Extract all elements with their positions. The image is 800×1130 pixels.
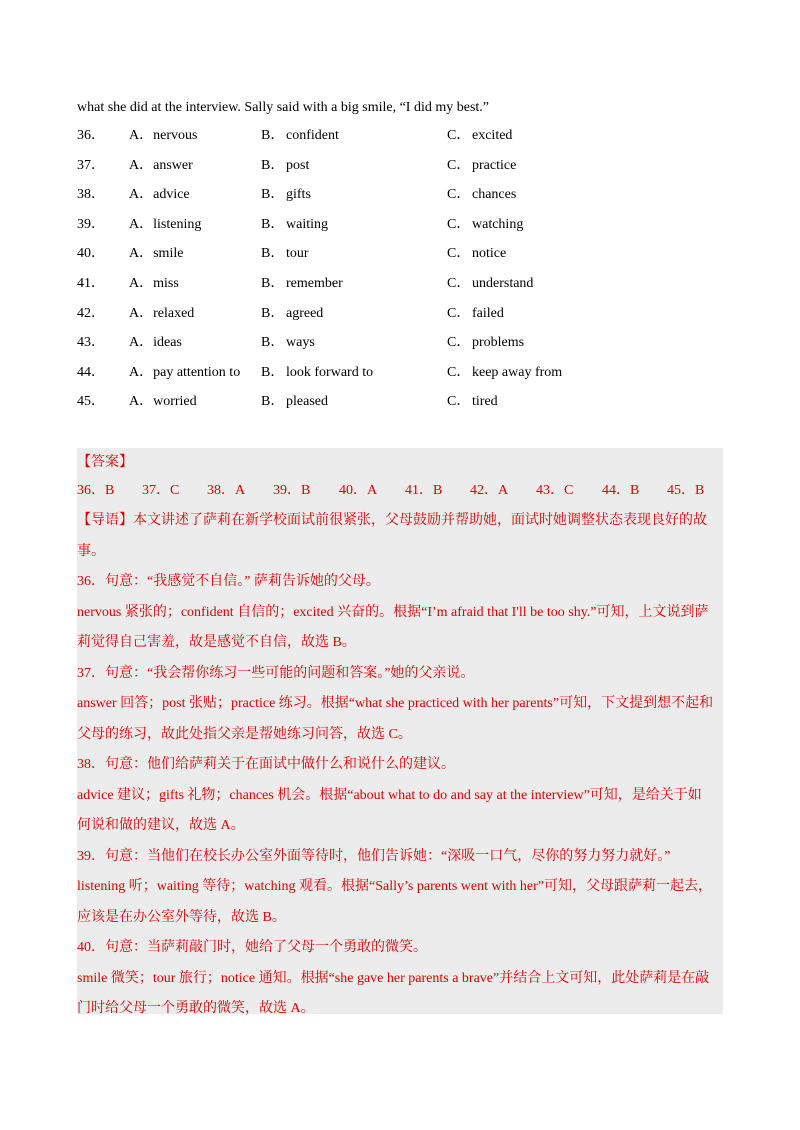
- option-row: [77, 126, 717, 156]
- option-row: [77, 304, 717, 334]
- option-a: A．pay attention to: [129, 364, 241, 380]
- option-b: agreed: [286, 305, 324, 321]
- explanation-line: smile 微笑；tour 旅行；notice 通知。根据“she gave her parents a brave”并结合上文可知，此处萨莉是在敲: [77, 970, 710, 986]
- explanation-line: 父母的练习，故此处指父亲是帮她练习问答，故选 C。: [77, 726, 412, 742]
- options-list: [77, 126, 717, 422]
- option-c-label: C．: [447, 157, 471, 173]
- option-b: gifts: [286, 187, 311, 203]
- question-number: 44．: [77, 364, 105, 380]
- explanation-line: 事。: [77, 543, 105, 559]
- answer-key: 44．B: [602, 483, 640, 498]
- option-b: look forward to: [286, 364, 374, 380]
- answer-key: 39．B: [273, 483, 311, 498]
- option-a: A．relaxed: [129, 305, 195, 321]
- option-c: practice: [472, 157, 517, 173]
- answer-key: 36．B: [77, 483, 115, 498]
- question-number: 42．: [77, 305, 105, 321]
- option-row: [77, 156, 717, 186]
- option-row: [77, 215, 717, 245]
- question-number: 38．: [77, 187, 105, 203]
- option-b-label: B．: [261, 335, 285, 351]
- answer-heading: 【答案】: [77, 455, 133, 470]
- option-c: tired: [472, 394, 498, 410]
- option-b-label: B．: [261, 187, 285, 203]
- answer-key: 38．A: [207, 483, 246, 498]
- option-row: [77, 333, 717, 363]
- question-number: 37．: [77, 157, 105, 173]
- explanation-line: 40．句意：当萨莉敲门时，她给了父母一个勇敢的微笑。: [77, 940, 427, 955]
- option-c: excited: [472, 128, 513, 143]
- option-c: watching: [472, 216, 524, 232]
- option-a: A．advice: [129, 187, 190, 203]
- option-a: A．nervous: [129, 128, 198, 143]
- passage-intro-line: what she did at the interview. Sally said with a big smile, “I did my best.”: [77, 100, 490, 115]
- option-a: A．listening: [129, 216, 202, 232]
- question-number: 43．: [77, 335, 105, 351]
- answer-key: 42．A: [470, 483, 509, 498]
- explanation-line: nervous 紧张的；confident 自信的；excited 兴奋的。根据“I’m afraid that I'll be too shy.”可知，上文说到萨: [77, 604, 709, 620]
- question-number: 41．: [77, 275, 105, 291]
- option-b-label: B．: [261, 128, 285, 143]
- option-b: ways: [286, 335, 315, 351]
- explanation-line: 应该是在办公室外等待，故选 B。: [77, 909, 286, 925]
- option-b-label: B．: [261, 394, 285, 410]
- option-c-label: C．: [447, 335, 471, 351]
- option-row: [77, 244, 717, 274]
- option-a: A．ideas: [129, 335, 182, 351]
- option-b: pleased: [286, 394, 328, 410]
- option-c-label: C．: [447, 394, 471, 410]
- explanation-line: listening 听；waiting 等待；watching 观看。根据“Sally’s parents went with her”可知，父母跟萨莉一起去，: [77, 879, 712, 894]
- answer-key: 40．A: [339, 483, 378, 498]
- option-b-label: B．: [261, 246, 285, 262]
- explanation-line: answer 回答；post 张贴；practice 练习。根据“what she practiced with her parents”可知，下文提到想不起和: [77, 696, 714, 711]
- explanation-line: 莉觉得自己害羞，故是感觉不自信，故选 B。: [77, 635, 356, 650]
- question-number: 40．: [77, 246, 105, 262]
- explanation-line: 38．句意：他们给萨莉关于在面试中做什么和说什么的建议。: [77, 757, 455, 772]
- answer-key: 37．C: [142, 483, 180, 498]
- option-b-label: B．: [261, 364, 285, 380]
- option-c: problems: [472, 335, 525, 351]
- option-c-label: C．: [447, 128, 471, 143]
- option-b: confident: [286, 128, 339, 143]
- option-c-label: C．: [447, 305, 471, 321]
- option-c-label: C．: [447, 187, 471, 203]
- option-c: understand: [472, 275, 534, 291]
- option-b: remember: [286, 275, 343, 291]
- option-row: [77, 363, 717, 393]
- question-number: 45．: [77, 394, 105, 410]
- explanation-line: 36．句意：“我感觉不自信。” 萨莉告诉她的父母。: [77, 574, 380, 589]
- explanation-line: advice 建议；gifts 礼物；chances 机会。根据“about what to do and say at the interview”可知，是给关于如: [77, 787, 702, 803]
- option-b-label: B．: [261, 305, 285, 321]
- option-c: chances: [472, 187, 517, 203]
- option-b: post: [286, 157, 310, 173]
- explanation-line: 【导语】本文讲述了萨莉在新学校面试前很紧张，父母鼓励并帮助她，面试时她调整状态表现良好的故: [77, 513, 707, 528]
- option-c-label: C．: [447, 216, 471, 232]
- option-row: [77, 185, 717, 215]
- option-row: [77, 392, 717, 422]
- option-b-label: B．: [261, 275, 285, 291]
- option-c: failed: [472, 305, 504, 321]
- option-a: A．miss: [129, 275, 179, 291]
- answer-key: 45．B: [667, 483, 705, 498]
- explanation-line: 39．句意：当他们在校长办公室外面等待时，他们告诉她：“深吸一口气，尽你的努力努力就好。”: [77, 848, 671, 864]
- answer-keys: [77, 480, 723, 502]
- answer-key: 41．B: [405, 483, 443, 498]
- option-c-label: C．: [447, 275, 471, 291]
- option-c: keep away from: [472, 364, 563, 380]
- question-number: 36．: [77, 128, 105, 143]
- option-b: waiting: [286, 216, 328, 232]
- option-a: A．smile: [129, 246, 184, 262]
- explanation-line: 门时给父母一个勇敢的微笑，故选 A。: [77, 1001, 315, 1016]
- answer-key: 43．C: [536, 483, 574, 498]
- answer-box: [77, 448, 723, 1014]
- explanation-line: 何说和做的建议，故选 A。: [77, 818, 245, 833]
- option-c-label: C．: [447, 246, 471, 262]
- option-b-label: B．: [261, 216, 285, 232]
- explanation-line: 37．句意：“我会帮你练习一些可能的问题和答案。”她的父亲说。: [77, 665, 475, 681]
- option-b: tour: [286, 246, 309, 262]
- option-c-label: C．: [447, 364, 471, 380]
- question-number: 39．: [77, 216, 105, 232]
- option-b-label: B．: [261, 157, 285, 173]
- option-c: notice: [472, 246, 507, 262]
- option-a: A．answer: [129, 157, 193, 173]
- option-row: [77, 274, 717, 304]
- option-a: A．worried: [129, 394, 197, 410]
